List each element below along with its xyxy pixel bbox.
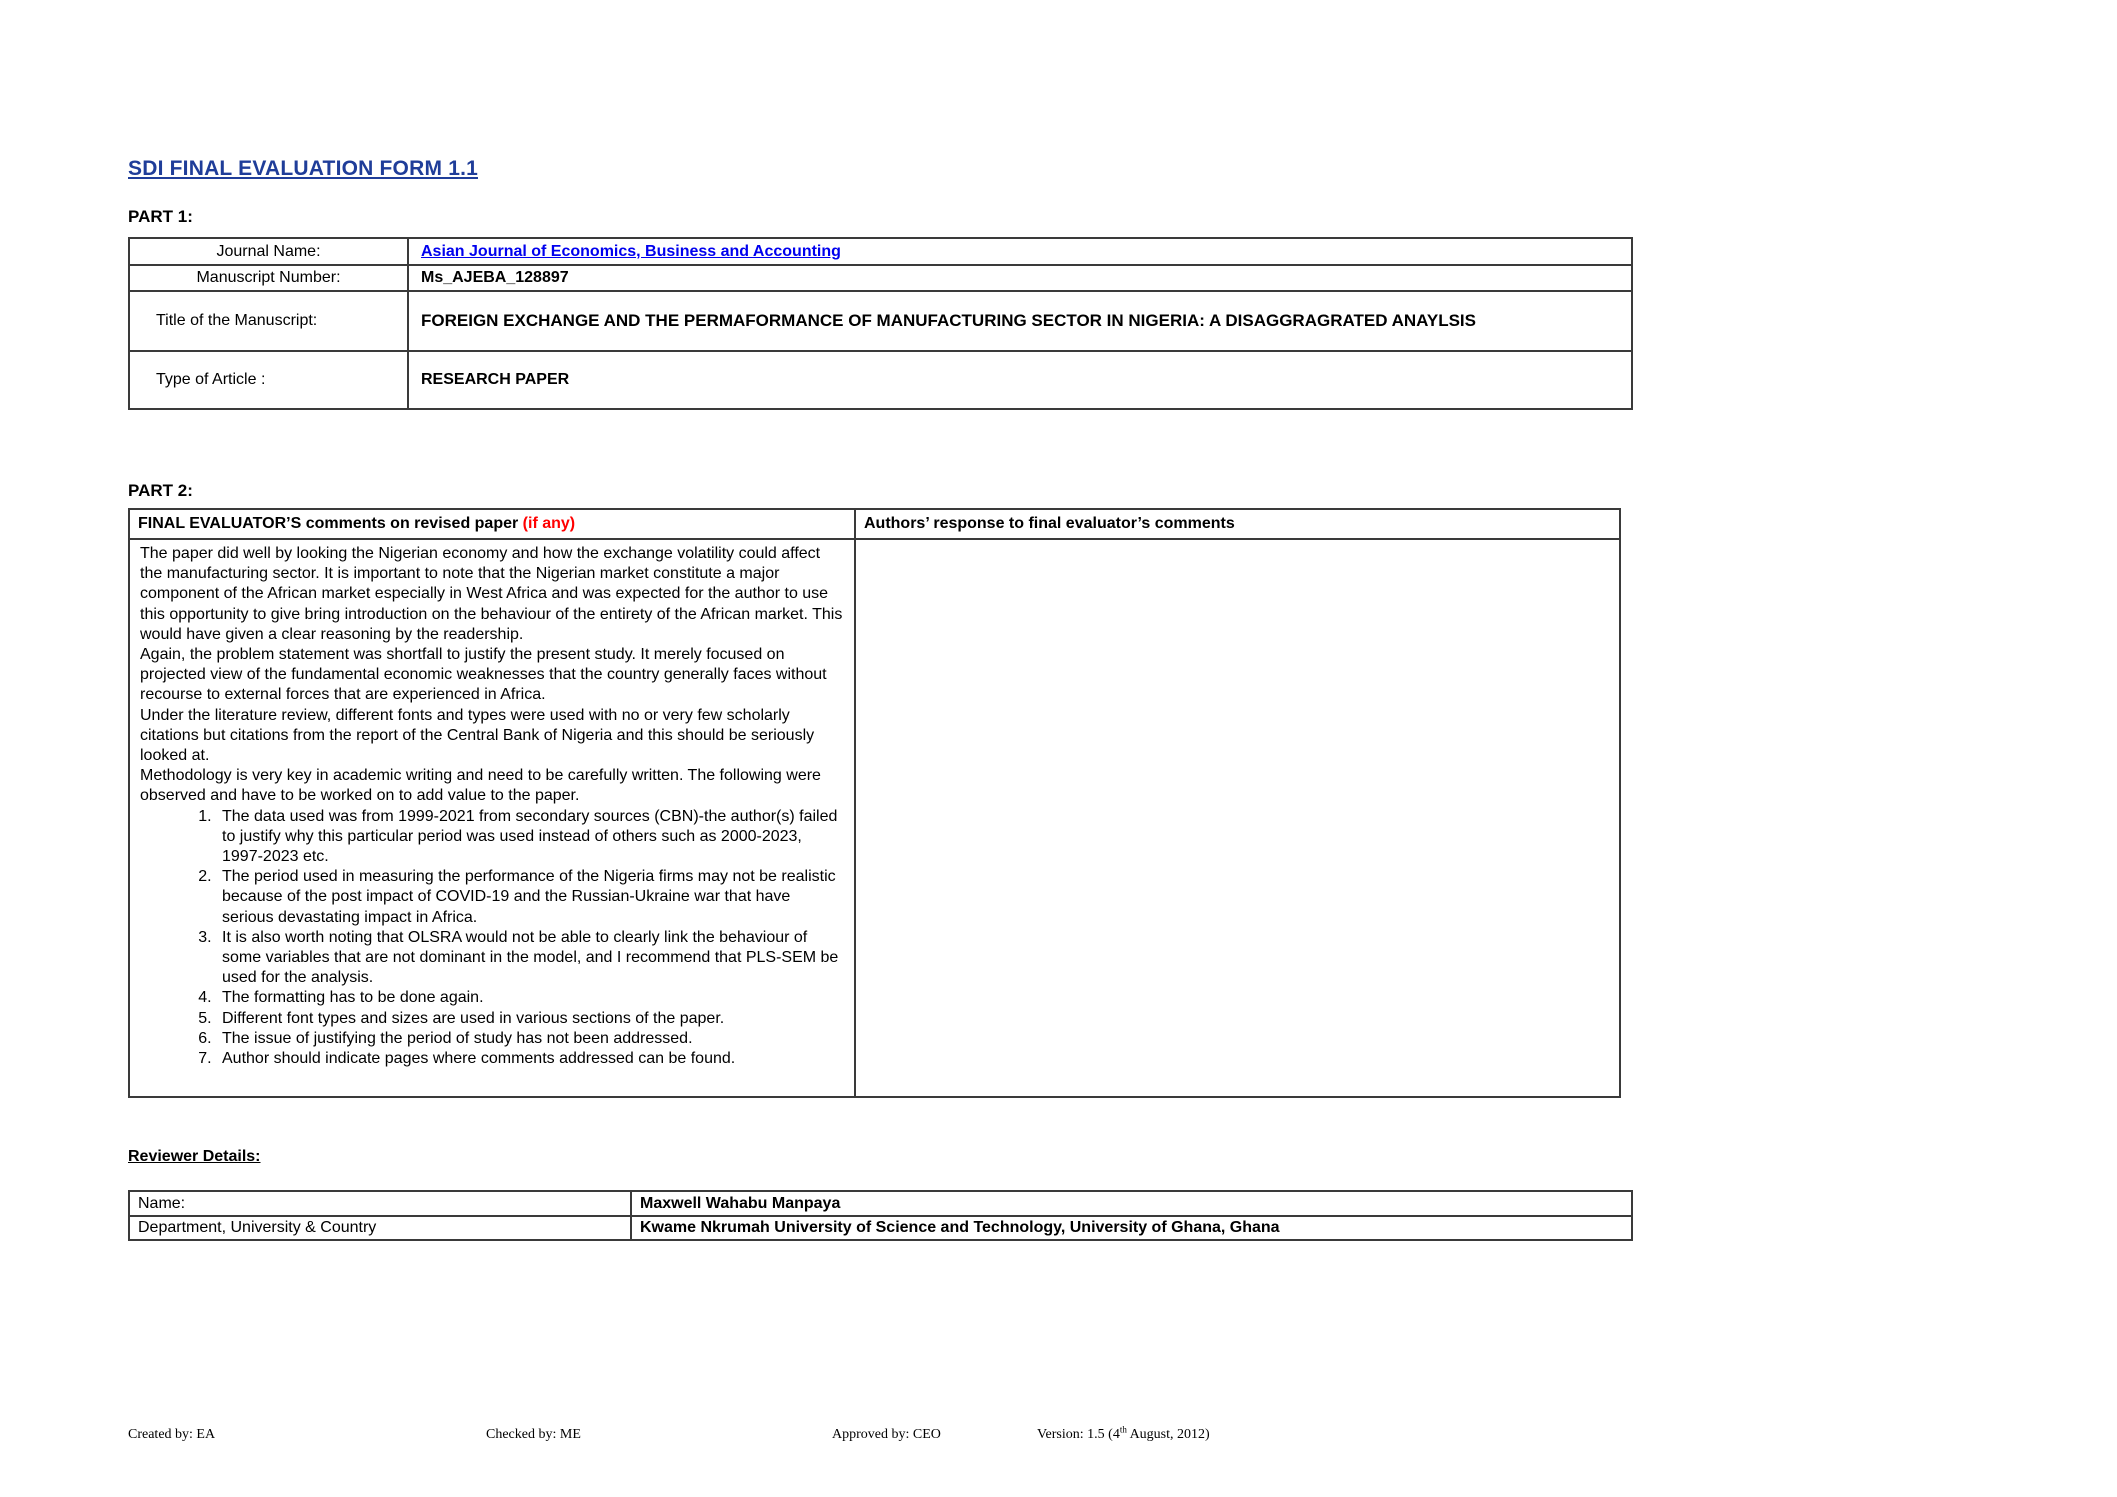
comment-list-item: 3. It is also worth noting that OLSRA would not be able to clearly link the behaviour of some variables that are not dominant in the model, and I recommend that PLS-SEM be used for the analysis.	[216, 928, 844, 989]
reviewer-dept-value: Kwame Nkrumah University of Science and Technology, University of Ghana, Ghana	[631, 1216, 1632, 1240]
manuscript-number-value: Ms_AJEBA_128897	[408, 265, 1632, 291]
article-type-label: Type of Article :	[129, 351, 408, 409]
comment-paragraph: Under the literature review, different fonts and types were used with no or very few scholarly citations but citations from the report of the Central Bank of Nigeria and this should be seriously looked at.	[140, 706, 815, 765]
footer-checked-by: Checked by: ME	[486, 1427, 581, 1442]
journal-name-link[interactable]: Asian Journal of Economics, Business and Accounting	[421, 242, 841, 260]
reviewer-dept-label: Department, University & Country	[129, 1216, 631, 1240]
part1-table	[128, 237, 1633, 410]
reviewer-name-value: Maxwell Wahabu Manpaya	[631, 1191, 1632, 1216]
footer-approved-by: Approved by: CEO	[832, 1427, 941, 1442]
comment-list-item: 1. The data used was from 1999-2021 from secondary sources (CBN)-the author(s) failed to justify why this particular period was used instead of others such as 2000-2023, 1997-2023 etc.	[216, 807, 844, 868]
comment-paragraph: Methodology is very key in academic writing and need to be carefully written. The following were observed and have to be worked on to add value to the paper.	[140, 767, 821, 805]
comment-paragraph: The paper did well by looking the Nigerian economy and how the exchange volatility could affect the manufacturing sector. It is important to note that the Nigerian market constitute a major component of the African market especially in West Africa and was expected for the author to use this opportunity to give bring introduction on the behaviour of the entirety of the African market. This would have given a clear reasoning by the readership.	[140, 545, 843, 643]
comment-list-item: 4. The formatting has to be done again.	[216, 988, 844, 1008]
article-type-value: RESEARCH PAPER	[408, 351, 1632, 409]
footer-version-ordinal: th	[1119, 1424, 1127, 1435]
comment-paragraph: Again, the problem statement was shortfall to justify the present study. It merely focused on projected view of the fundamental economic weaknesses that the country generally faces without recourse to external forces that are experienced in Africa.	[140, 646, 827, 704]
authors-response-cell	[855, 539, 1620, 1097]
reviewer-name-row	[129, 1191, 1632, 1216]
article-type-row	[129, 351, 1632, 409]
authors-response-header: Authors’ response to final evaluator’s comments	[855, 509, 1620, 539]
footer-version-suffix: August, 2012)	[1126, 1427, 1210, 1442]
comment-list-item: 6. The issue of justifying the period of study has not been addressed.	[216, 1029, 844, 1049]
journal-name-cell	[408, 238, 1632, 265]
journal-name-row	[129, 238, 1632, 265]
manuscript-number-label: Manuscript Number:	[129, 265, 408, 291]
comment-list-item: 5. Different font types and sizes are used in various sections of the paper.	[216, 1009, 844, 1029]
footer-created-by: Created by: EA	[128, 1427, 216, 1442]
reviewer-dept-row	[129, 1216, 1632, 1240]
journal-name-label: Journal Name:	[129, 238, 408, 265]
manuscript-title-row	[129, 291, 1632, 351]
comment-list-item: 7. Author should indicate pages where comments addressed can be found.	[216, 1049, 844, 1069]
reviewer-details-label: Reviewer Details:	[128, 1148, 261, 1165]
evaluator-comments-header	[129, 509, 855, 539]
part2-header-row	[129, 509, 1620, 539]
part1-label: PART 1:	[128, 207, 193, 226]
manuscript-number-row	[129, 265, 1632, 291]
footer-version-prefix: Version: 1.5 (4	[1037, 1427, 1120, 1442]
comment-list	[140, 807, 844, 1070]
evaluator-comments-header-text: FINAL EVALUATOR’S comments on revised paper	[138, 515, 523, 532]
evaluator-comments-cell	[129, 539, 855, 1097]
form-title: SDI FINAL EVALUATION FORM 1.1	[128, 157, 478, 180]
manuscript-title-value: FOREIGN EXCHANGE AND THE PERMAFORMANCE OF MANUFACTURING SECTOR IN NIGERIA: A DISAGGRAGRATED ANAYLSIS	[408, 291, 1632, 351]
comment-list-item: 2. The period used in measuring the performance of the Nigeria firms may not be realistic because of the post impact of COVID-19 and the Russian-Ukraine war that have serious devastating impact in Africa.	[216, 867, 844, 928]
part2-label: PART 2:	[128, 481, 193, 500]
part2-table	[128, 508, 1621, 1098]
if-any-note: (if any)	[522, 515, 576, 532]
reviewer-name-label: Name:	[129, 1191, 631, 1216]
reviewer-details-table	[128, 1190, 1633, 1241]
part2-body-row	[129, 539, 1620, 1097]
manuscript-title-label: Title of the Manuscript:	[129, 291, 408, 351]
footer-version	[1037, 1424, 1210, 1443]
